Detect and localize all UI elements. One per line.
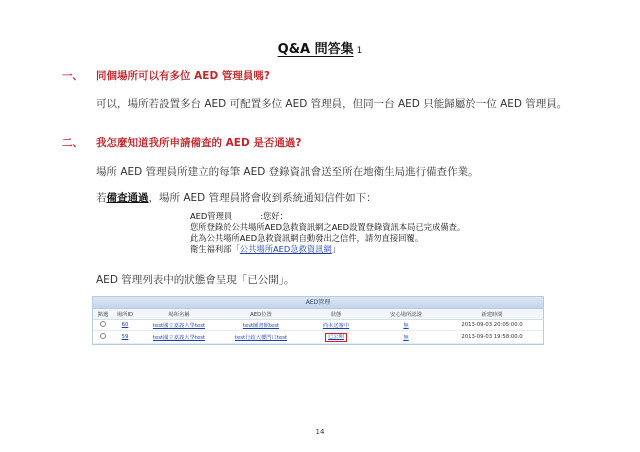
answer2-bold: 備查通過 (106, 192, 149, 204)
row-id[interactable]: 59 (121, 334, 129, 340)
answer2-suffix: ，場所 AED 管理員將會收到系統通知信件如下： (148, 192, 377, 204)
title-text: Q&A 問答集 (277, 42, 354, 57)
q2-answer-2 (96, 190, 377, 205)
mail-line-1 (190, 211, 465, 222)
table-row (93, 331, 543, 344)
q2-answer-1: 場所 AED 管理員所建立的每筆 AED 登錄資訊會送至所在地衛生局進行備查作業。 (96, 166, 479, 178)
row-location[interactable]: test圖書館test (242, 323, 280, 329)
row-name[interactable]: test國立嘉義大學test (152, 335, 206, 341)
row-created: 2013-09-03 19:58:00.0 (461, 334, 523, 340)
mail-sender: 衛生福利部「 (190, 244, 240, 254)
col-status: 狀態 (330, 312, 342, 318)
row-cert[interactable]: 無 (403, 323, 409, 329)
row-id[interactable]: 60 (121, 322, 129, 328)
mail-greeting: :您好： (260, 211, 288, 221)
col-created: 新建時間 (481, 312, 503, 318)
mail-sender-end: 」 (331, 244, 341, 254)
col-cert: 安心場所認證 (390, 312, 422, 318)
col-name: 場所名稱 (168, 312, 190, 318)
notification-mail (190, 211, 465, 255)
title-page-number: 1 (356, 46, 363, 56)
col-select: 點選 (97, 312, 109, 318)
q2-number: 二、 (62, 137, 83, 149)
col-id: 場所ID (116, 312, 134, 318)
row-name[interactable]: test國立嘉義大學test (152, 323, 206, 329)
row-status-highlighted[interactable]: 已公開 (325, 333, 347, 342)
q1-question: 同個場所可以有多位 AED 管理員嗎? (96, 70, 270, 82)
mail-greeting-name: AED管理員 (190, 211, 233, 221)
table-column-headers (93, 309, 543, 320)
q2-answer-3: AED 管理列表中的狀態會呈現「已公開」。 (96, 274, 295, 286)
mail-line-4 (190, 244, 465, 255)
q1-answer: 可以，場所若設置多台 AED 可配置多位 AED 管理員，但同一台 AED 只能歸屬於一位 AED 管理員。 (96, 98, 568, 110)
table-row (93, 320, 543, 331)
row-select-radio[interactable] (100, 321, 106, 327)
row-select-radio[interactable] (100, 333, 106, 339)
table-header: AED管理 (93, 297, 543, 309)
row-status[interactable]: 尚未送審中 (322, 323, 350, 329)
page-title (0, 38, 640, 57)
row-location[interactable]: test行政大樓門口test (234, 335, 288, 341)
mail-line-2: 您所登錄於公共場所AED急救資訊網之AED設置登錄資訊本局已完成備查。 (190, 222, 466, 232)
row-created: 2013-09-03 20:05:00.0 (461, 322, 523, 328)
row-cert[interactable]: 無 (403, 335, 409, 341)
aed-management-table (92, 296, 544, 345)
q2-question: 我怎麼知道我所申請備查的 AED 是否通過? (96, 137, 302, 149)
page-number: 14 (315, 428, 325, 436)
q1-number: 一、 (62, 70, 83, 82)
answer2-prefix: 若 (96, 192, 107, 204)
mail-line-3: 此為公共場所AED急救資訊網自動發出之信件，請勿直接回覆。 (190, 233, 424, 243)
mail-site-link[interactable]: 公共場所AED急救資訊網 (239, 244, 332, 254)
col-location: AED位置 (250, 312, 272, 318)
